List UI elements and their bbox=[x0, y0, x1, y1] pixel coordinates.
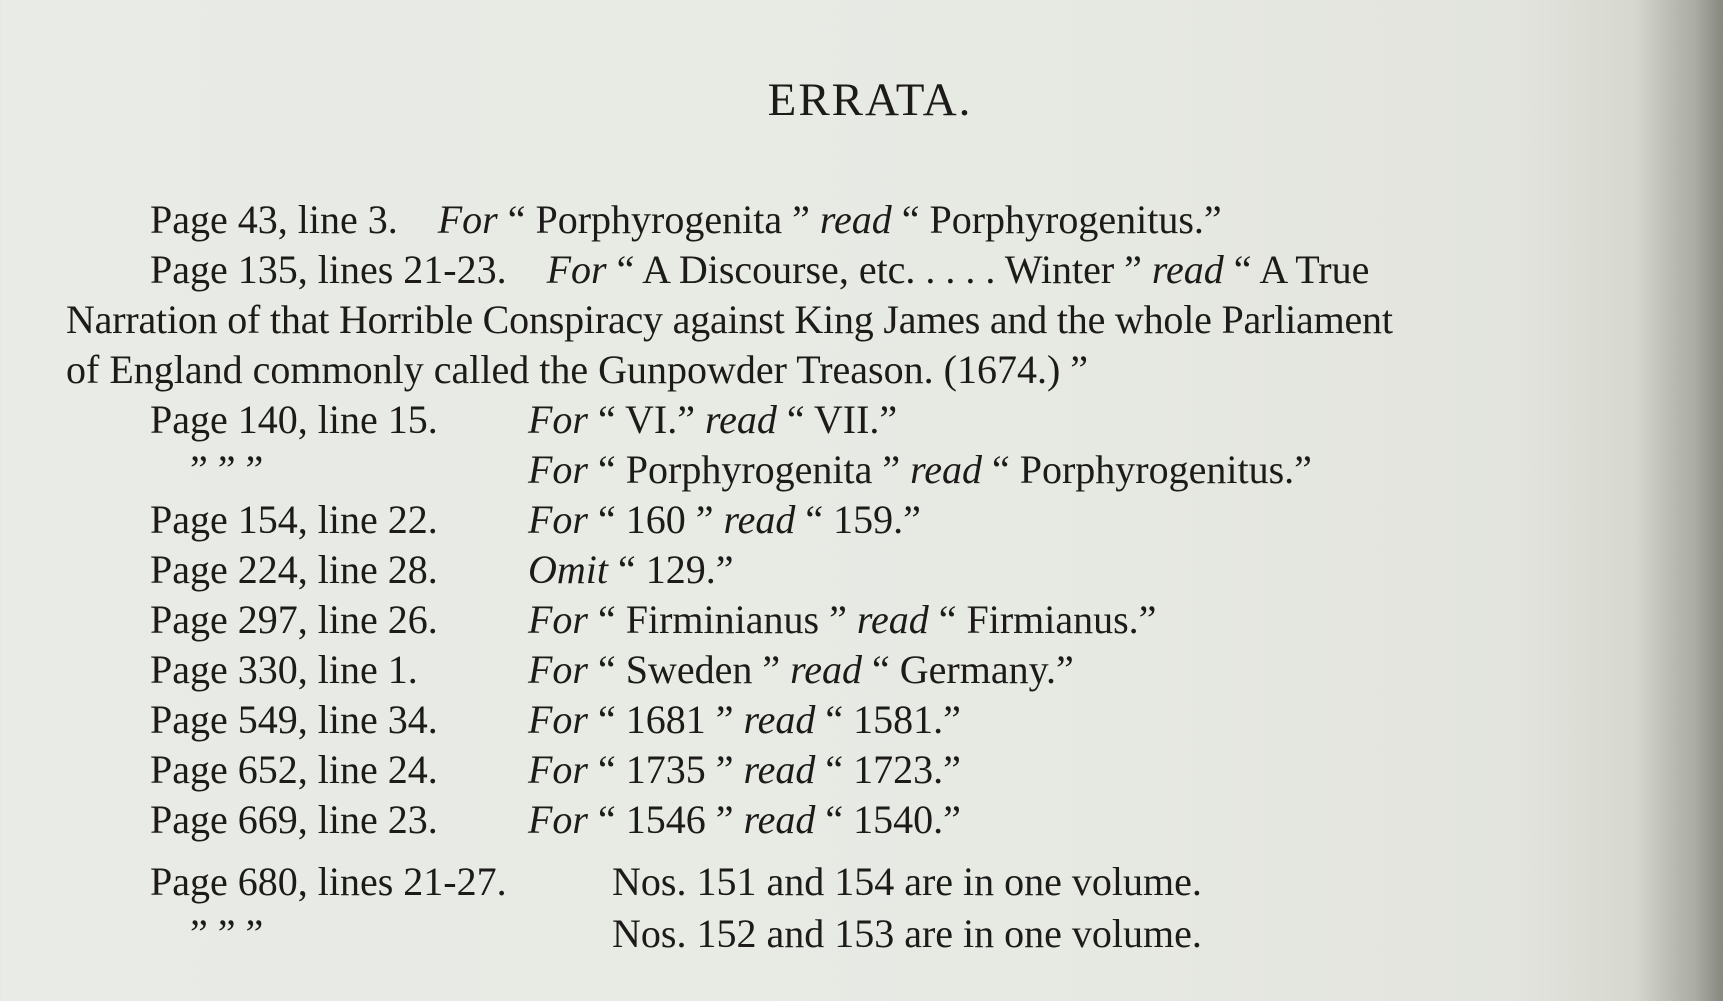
page-edge-shadow bbox=[1633, 0, 1723, 1001]
entry-reference-ditto: ” ” ” bbox=[190, 447, 264, 492]
entry-old: “ A Discourse, etc. . . . . Winter ” bbox=[616, 247, 1142, 292]
entry-new: “ 1540.” bbox=[825, 797, 961, 842]
entry-new: “ 1581.” bbox=[825, 697, 961, 742]
entry-reference: Page 549, line 34. bbox=[150, 697, 438, 742]
entry-for: For bbox=[528, 697, 588, 742]
entry-new: “ Germany.” bbox=[872, 647, 1074, 692]
entry-old: “ 1681 ” bbox=[598, 697, 734, 742]
entry-new: “ 1723.” bbox=[825, 747, 961, 792]
entry-read: read bbox=[743, 697, 816, 742]
entry-read: read bbox=[856, 597, 929, 642]
entry-for: For bbox=[437, 197, 498, 242]
entry-old: “ VI.” bbox=[598, 397, 695, 442]
entry-reference: Page 330, line 1. bbox=[150, 647, 418, 692]
entry-read: read bbox=[819, 197, 892, 242]
errata-continuation: Narration of that Horrible Conspiracy against King James and the whole Parliament bbox=[66, 297, 1393, 342]
entry-note: Nos. 152 and 153 are in one volume. bbox=[612, 911, 1202, 956]
entry-old: “ Porphyrogenita ” bbox=[598, 447, 901, 492]
entry-old: “ 129.” bbox=[618, 547, 734, 592]
entry-correction bbox=[528, 546, 734, 594]
entry-reference: Page 140, line 15. bbox=[150, 397, 438, 442]
entry-old: “ Sweden ” bbox=[598, 647, 781, 692]
entry-read: read bbox=[1151, 247, 1224, 292]
entry-reference: Page 680, lines 21-27. bbox=[150, 859, 507, 904]
entry-old: “ 1735 ” bbox=[598, 747, 734, 792]
entry-omit: Omit bbox=[528, 547, 608, 592]
entry-new: “ Porphyrogenitus.” bbox=[991, 447, 1312, 492]
entry-read: read bbox=[910, 447, 982, 492]
entry-correction bbox=[528, 746, 961, 794]
entry-correction bbox=[528, 446, 1312, 494]
entry-reference: Page 669, line 23. bbox=[150, 797, 438, 842]
entry-note: Nos. 151 and 154 are in one volume. bbox=[612, 859, 1202, 904]
entry-correction bbox=[528, 646, 1074, 694]
entry-reference: Page 135, lines 21-23. bbox=[150, 247, 507, 292]
entry-old: “ Firminianus ” bbox=[598, 597, 847, 642]
entry-read: read bbox=[743, 747, 816, 792]
entry-reference: Page 224, line 28. bbox=[150, 547, 438, 592]
entry-for: For bbox=[528, 797, 588, 842]
entry-old: “ 160 ” bbox=[598, 497, 714, 542]
errata-entry bbox=[150, 196, 1222, 244]
errata-continuation: of England commonly called the Gunpowder Treason. (1674.) ” bbox=[66, 347, 1089, 392]
entry-correction bbox=[528, 696, 961, 744]
entry-new: “ VII.” bbox=[786, 397, 898, 442]
entry-for: For bbox=[528, 397, 588, 442]
entry-new: “ Firmianus.” bbox=[938, 597, 1157, 642]
entry-correction bbox=[528, 496, 921, 544]
entry-for: For bbox=[528, 747, 588, 792]
entry-for: For bbox=[528, 597, 588, 642]
entry-reference-ditto: ” ” ” bbox=[190, 911, 264, 956]
entry-reference: Page 297, line 26. bbox=[150, 597, 438, 642]
entry-new: “ Porphyrogenitus.” bbox=[901, 197, 1222, 242]
entry-read: read bbox=[723, 497, 796, 542]
entry-for: For bbox=[546, 247, 607, 292]
entry-read: read bbox=[743, 797, 816, 842]
entry-for: For bbox=[528, 447, 588, 492]
entry-new: “ 159.” bbox=[805, 497, 921, 542]
entry-new: “ A True bbox=[1233, 247, 1370, 292]
errata-entry bbox=[150, 246, 1369, 294]
entry-reference: Page 652, line 24. bbox=[150, 747, 438, 792]
entry-correction bbox=[528, 396, 897, 444]
entry-read: read bbox=[790, 647, 862, 692]
entry-reference: Page 154, line 22. bbox=[150, 497, 438, 542]
entry-for: For bbox=[528, 647, 588, 692]
entry-for: For bbox=[528, 497, 588, 542]
entry-correction bbox=[528, 596, 1156, 644]
entry-correction bbox=[528, 796, 961, 844]
entry-old: “ 1546 ” bbox=[598, 797, 734, 842]
entry-reference: Page 43, line 3. bbox=[150, 197, 398, 242]
entry-read: read bbox=[705, 397, 777, 442]
entry-old: “ Porphyrogenita ” bbox=[507, 197, 810, 242]
page-title: ERRATA. bbox=[767, 74, 973, 126]
